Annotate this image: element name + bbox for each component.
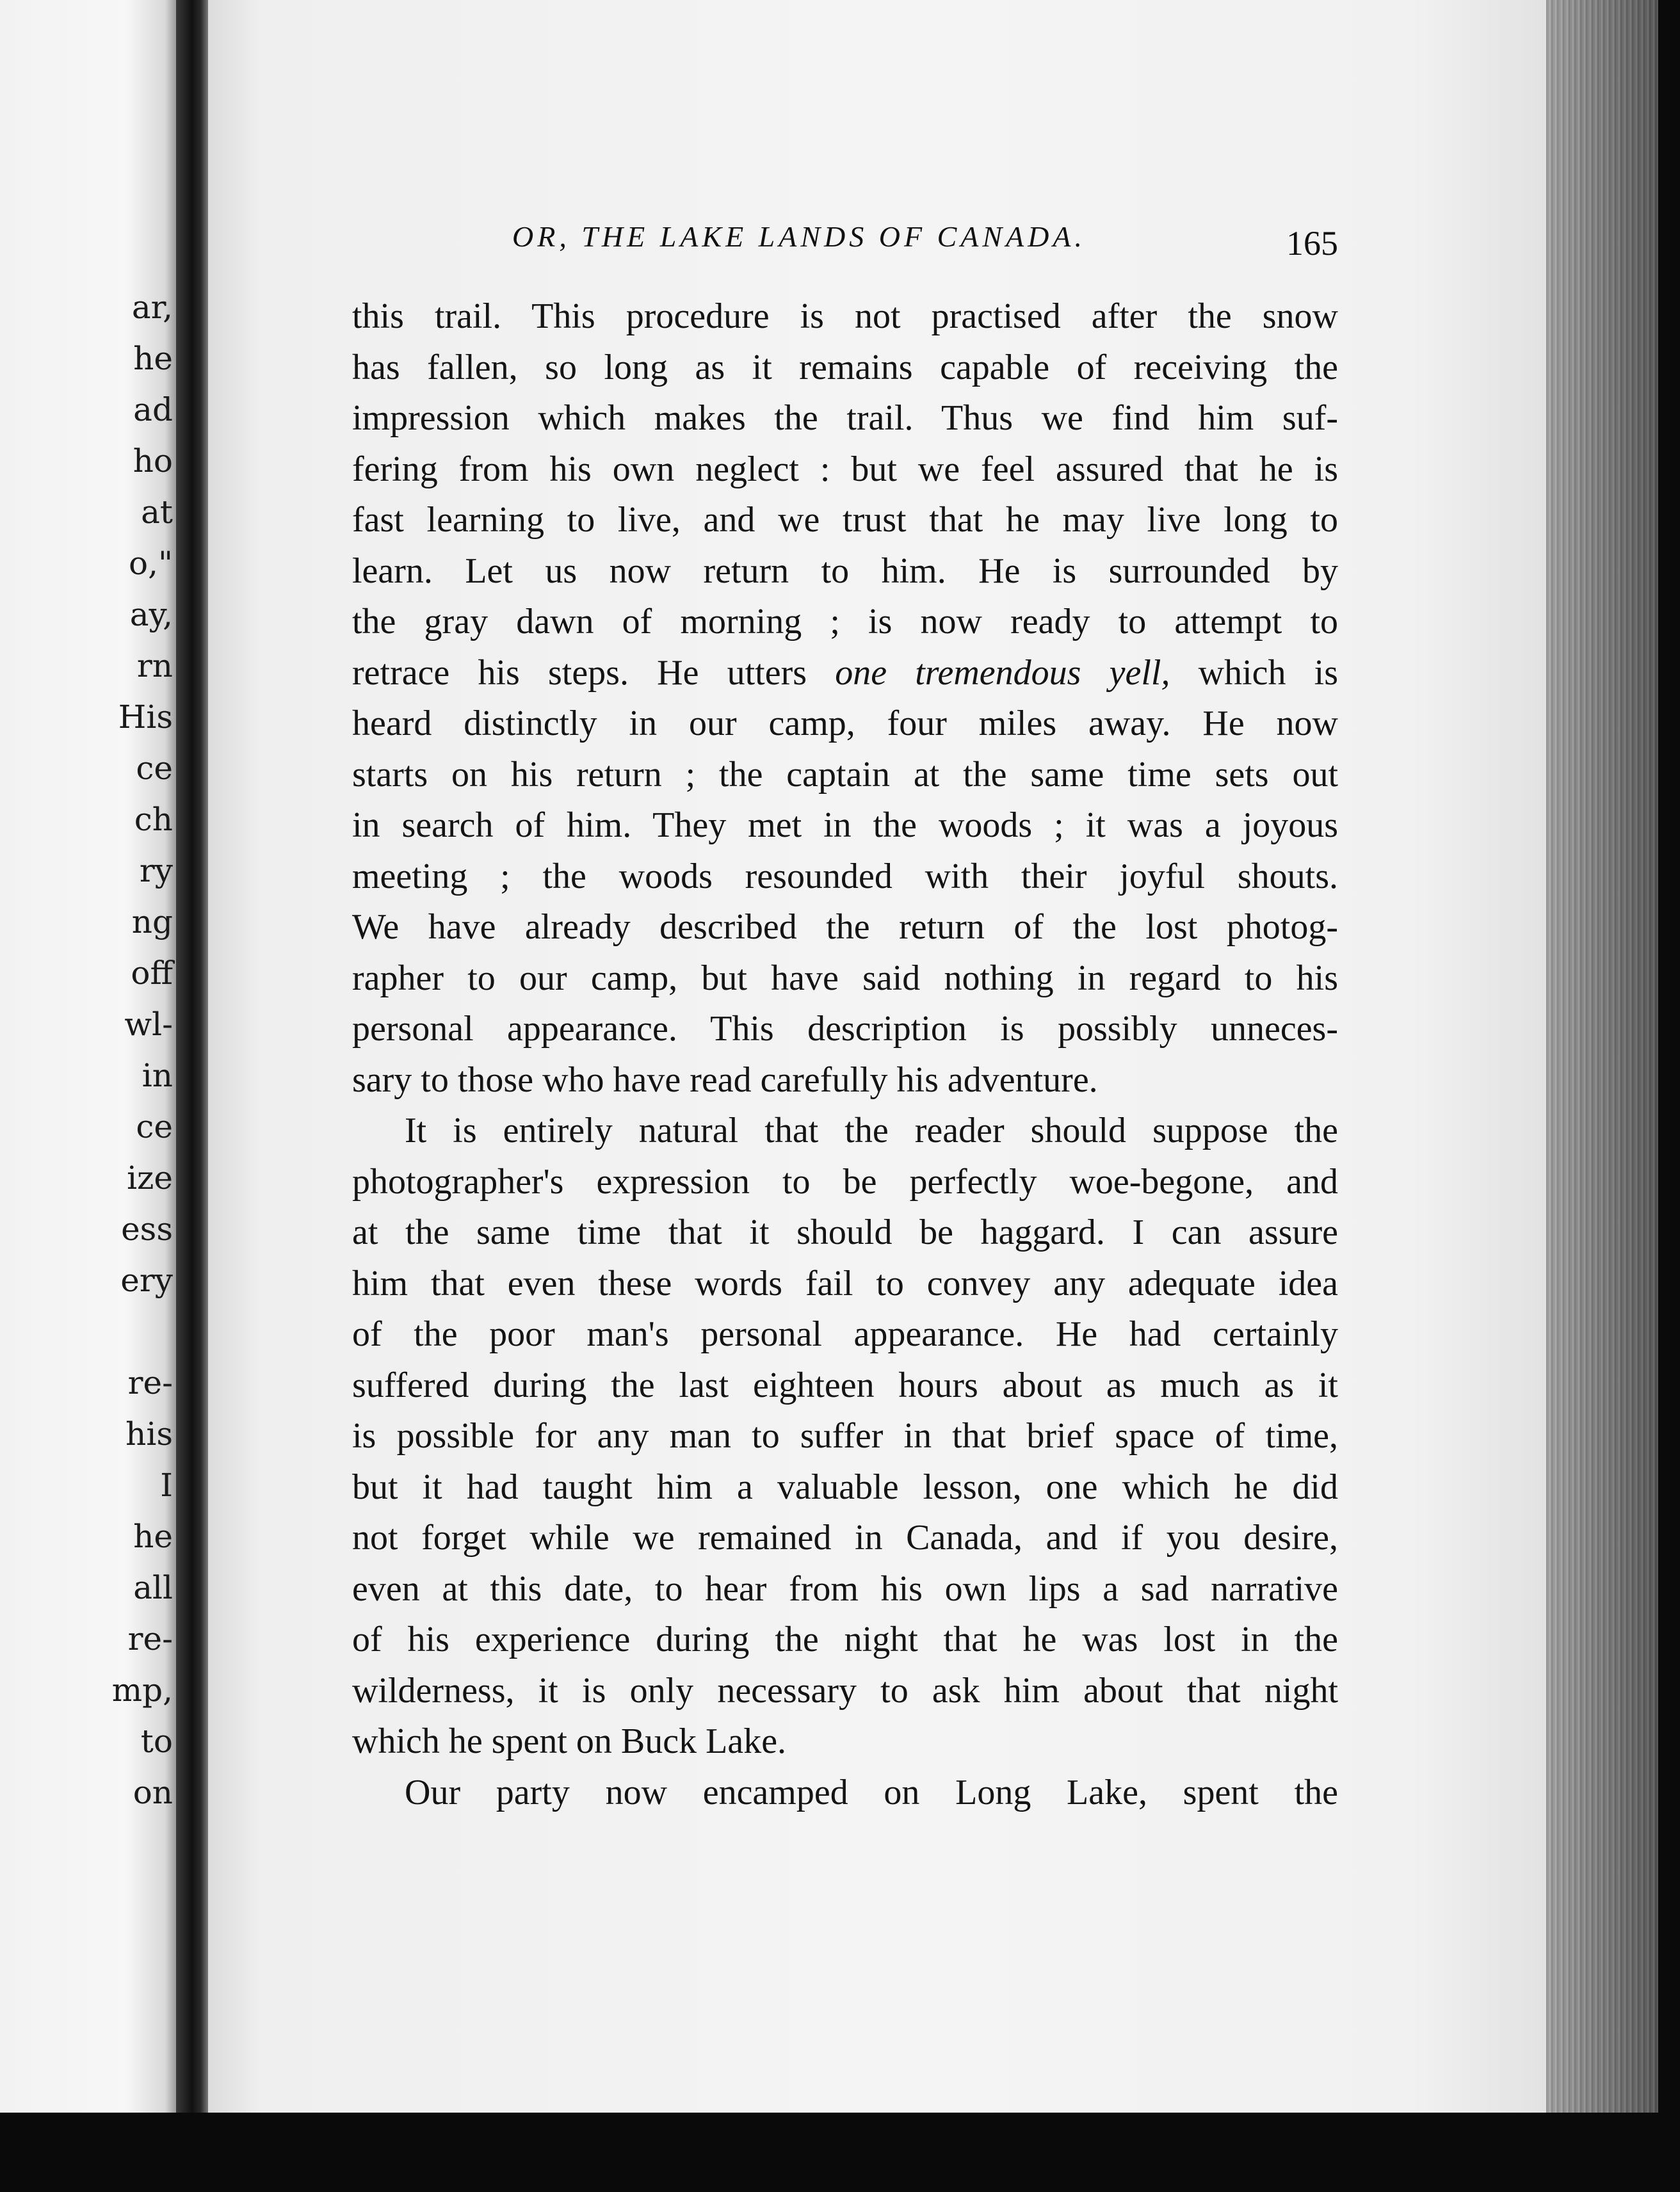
left-page-fragment: ize — [127, 1159, 173, 1197]
text-line: in search of him. They met in the woods ; it was a joyous — [352, 805, 1338, 845]
italic-text-run: one tremendous yell, — [835, 652, 1170, 693]
left-page-fragment: in — [141, 1057, 173, 1094]
left-page-fragment: at — [141, 494, 173, 531]
text-line: him that even these words fail to convey any adequate idea — [352, 1263, 1338, 1303]
left-page-fragment: ng — [131, 903, 173, 940]
text-line: impression which makes the trail. Thus we find him suf- — [352, 398, 1338, 438]
text-run: which is — [1170, 652, 1339, 693]
text-line: the gray dawn of morning ; is now ready to attempt to — [352, 602, 1338, 641]
left-page-fragment — [112, 1306, 173, 1357]
text-line: has fallen, so long as it remains capable of receiving the — [352, 347, 1338, 387]
page-number: 165 — [1286, 224, 1338, 262]
left-page-fragment: off — [131, 955, 173, 992]
paragraph — [352, 291, 1338, 1106]
text-line: personal appearance. This description is possibly unneces- — [352, 1009, 1338, 1049]
text-line: of his experience during the night that he was lost in the — [352, 1620, 1338, 1659]
text-line: photographer's expression to be perfectly woe-begone, and — [352, 1161, 1338, 1202]
left-page-fragment: wl- — [124, 1006, 173, 1043]
page-header — [512, 211, 1338, 262]
left-page-fragment: ho — [133, 442, 173, 480]
left-page-fragment: ry — [139, 852, 173, 889]
text-line: fering from his own neglect : but we feel assured that he is — [352, 449, 1338, 489]
text-line: wilderness, it is only necessary to ask him about that night — [352, 1670, 1338, 1711]
left-page-fragment: he — [133, 340, 173, 377]
left-page-fragment: rn — [136, 647, 173, 684]
text-line: heard distinctly in our camp, four miles away. He now — [352, 704, 1338, 743]
left-facing-page — [0, 0, 179, 2113]
left-page-fragment: to — [140, 1723, 173, 1760]
text-line: which he spent on Buck Lake. — [352, 1721, 787, 1761]
paragraph — [352, 1768, 1338, 1819]
scan-border — [0, 2113, 1680, 2192]
left-page-fragment: ch — [134, 801, 173, 838]
text-line: this trail. This procedure is not practised after the snow — [352, 296, 1338, 336]
left-page-fragment: mp, — [111, 1672, 173, 1709]
left-page-fragment: o," — [129, 545, 173, 582]
text-line — [352, 648, 1338, 699]
text-line: even at this date, to hear from his own lips a sad narrative — [352, 1568, 1338, 1609]
text-run: retrace his steps. He utters — [352, 652, 836, 693]
left-page-fragment: ar, — [131, 289, 173, 326]
left-page-fragment: ad — [133, 391, 173, 428]
paragraph — [352, 1106, 1338, 1768]
left-page-fragment: His — [118, 698, 173, 736]
left-page-fragment: all — [133, 1569, 173, 1606]
text-line: but it had taught him a valuable lesson, one which he did — [352, 1467, 1338, 1507]
book-gutter — [176, 0, 211, 2119]
text-line: It is entirely natural that the reader should suppose the — [405, 1111, 1338, 1150]
left-page-fragment: on — [133, 1774, 173, 1811]
text-line: Our party now encamped on Long Lake, spent the — [405, 1772, 1338, 1812]
left-page-fragment: ay, — [129, 596, 173, 633]
text-line: fast learning to live, and we trust that he may live long to — [352, 500, 1338, 540]
text-line: meeting ; the woods resounded with their joyful shouts. — [352, 856, 1338, 896]
left-page-fragment: re- — [127, 1620, 173, 1657]
running-head: OR, THE LAKE LANDS OF CANADA. — [512, 220, 1086, 253]
text-line: is possible for any man to suffer in that brief space of time, — [352, 1416, 1338, 1456]
left-page-fragment: ess — [121, 1211, 173, 1248]
left-page-fragment: he — [133, 1518, 173, 1555]
body-text — [352, 291, 1338, 1818]
text-line: sary to those who have read carefully his adventure. — [352, 1060, 1098, 1100]
left-page-fragment: ce — [136, 1108, 173, 1145]
left-page-fragment: I — [160, 1467, 173, 1504]
text-line: not forget while we remained in Canada, and if you desire, — [352, 1518, 1338, 1558]
text-line: suffered during the last eighteen hours about as much as it — [352, 1365, 1338, 1405]
text-line: at the same time that it should be haggard. I can assure — [352, 1213, 1338, 1252]
left-page-text-fragments — [112, 282, 173, 1818]
left-page-fragment: re- — [127, 1364, 173, 1401]
text-line: starts on his return ; the captain at the same time sets out — [352, 754, 1338, 794]
text-line: learn. Let us now return to him. He is surrounded by — [352, 551, 1338, 591]
text-line: of the poor man's personal appearance. He had certainly — [352, 1314, 1338, 1354]
left-page-fragment: ery — [120, 1262, 173, 1299]
text-line: We have already described the return of the lost photog- — [352, 907, 1338, 947]
text-line: rapher to our camp, but have said nothing in regard to his — [352, 958, 1338, 998]
left-page-fragment: ce — [136, 750, 173, 787]
left-page-fragment: his — [125, 1415, 173, 1453]
